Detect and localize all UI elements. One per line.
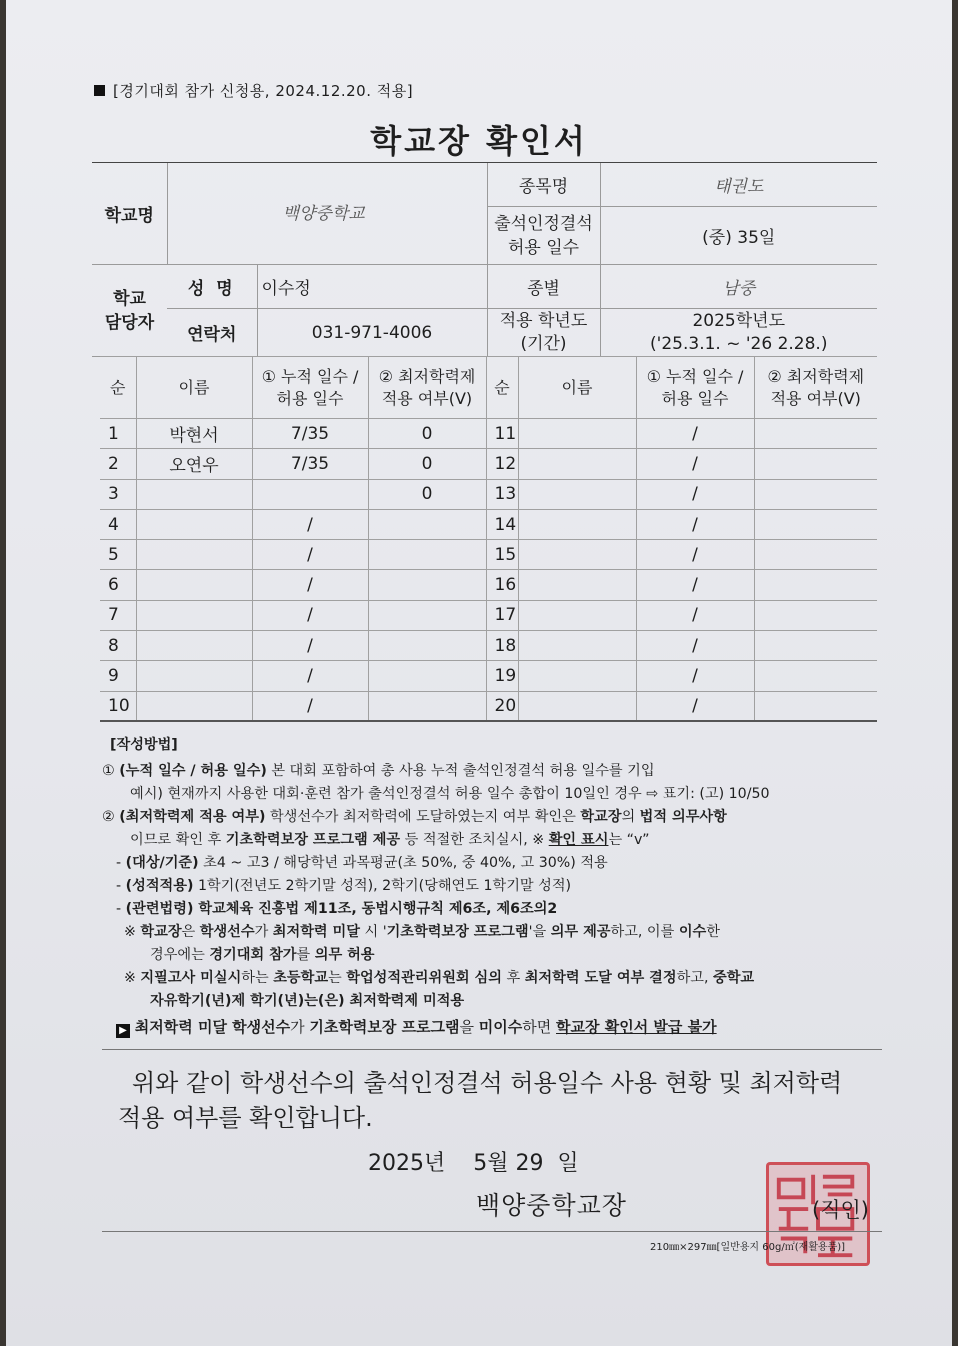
min-achievement-cell — [754, 570, 877, 600]
school-info-table — [92, 162, 877, 357]
cumulative-days-cell: / — [636, 631, 754, 661]
col-days-header: ① 누적 일수 / 허용 일수 — [252, 357, 368, 419]
student-name-cell — [136, 570, 252, 600]
name-label: 성 명 — [167, 265, 257, 309]
table-row — [100, 570, 877, 600]
student-name-cell — [518, 631, 636, 661]
student-name-cell — [518, 540, 636, 570]
min-achievement-cell: 0 — [368, 419, 486, 449]
student-name-cell: 박현서 — [136, 419, 252, 449]
row-number-cell: 19 — [486, 661, 518, 691]
student-table — [100, 356, 877, 722]
sport-label: 종목명 — [487, 163, 600, 207]
row-number-cell: 8 — [100, 631, 136, 661]
note-2-cont: 자유학기(년)제 학기(년)는(은) 최저학력제 미적용 — [150, 993, 465, 1009]
issue-date: 2025년 5월 29 일 — [368, 1151, 579, 1176]
min-achievement-cell — [368, 540, 486, 570]
student-table-header — [100, 357, 877, 419]
student-name-cell — [518, 449, 636, 479]
category-label: 종별 — [487, 265, 600, 309]
document-page — [6, 0, 952, 1346]
school-name-value: 백양중학교 — [167, 163, 487, 265]
instruction-2: ② (최저학력제 적용 여부) 학생선수가 최저학력에 도달하였는지 여부 확인은 학교장의 법적 의무사항 — [102, 809, 727, 825]
name-value: 이수정 — [257, 265, 487, 309]
table-row — [100, 661, 877, 691]
cumulative-days-cell: / — [252, 600, 368, 630]
footer-divider — [102, 1231, 882, 1232]
min-achievement-cell — [754, 631, 877, 661]
apply-year-value: 2025학년도 ('25.3.1. ~ '26 2.28.) — [600, 309, 877, 357]
row-number-cell: 16 — [486, 570, 518, 600]
row-number-cell: 2 — [100, 449, 136, 479]
row-number-cell: 10 — [100, 691, 136, 721]
row-number-cell: 3 — [100, 479, 136, 509]
table-row — [100, 419, 877, 449]
row-number-cell: 7 — [100, 600, 136, 630]
section-divider — [102, 1049, 882, 1050]
student-name-cell — [518, 509, 636, 539]
document-title: 학교장 확인서 — [370, 122, 588, 160]
row-number-cell: 13 — [486, 479, 518, 509]
category-value: 남중 — [600, 265, 877, 309]
cumulative-days-cell — [252, 479, 368, 509]
student-name-cell — [136, 540, 252, 570]
col-min2-header: ② 최저학력제 적용 여부(V) — [754, 357, 877, 419]
min-achievement-cell — [754, 540, 877, 570]
col-min-header: ② 최저학력제 적용 여부(V) — [368, 357, 486, 419]
square-bullet-icon — [94, 85, 105, 96]
instruction-1: ① (누적 일수 / 허용 일수) 본 대회 포함하여 총 사용 누적 출석인정결석 허용 일수를 기입 — [102, 763, 655, 779]
cumulative-days-cell: / — [252, 570, 368, 600]
student-name-cell — [136, 631, 252, 661]
instruction-1-example: 예시) 현재까지 사용한 대회·훈련 참가 출석인정결석 허용 일수 총합이 10일인 경우 ⇨ 표기: (고) 10/50 — [130, 786, 770, 802]
student-name-cell — [518, 661, 636, 691]
table-row — [100, 631, 877, 661]
cumulative-days-cell: / — [636, 600, 754, 630]
cumulative-days-cell: / — [252, 509, 368, 539]
row-number-cell: 15 — [486, 540, 518, 570]
boxed-arrow-icon: ▶ — [116, 1024, 130, 1038]
cumulative-days-cell: / — [636, 691, 754, 721]
col-no2-header: 순 — [486, 357, 518, 419]
min-achievement-cell — [754, 661, 877, 691]
cumulative-days-cell: / — [636, 661, 754, 691]
criteria-grades: - (성적적용) 1학기(전년도 2학기말 성적), 2학기(당해연도 1학기말 성적) — [116, 878, 572, 894]
contact-value: 031-971-4006 — [257, 309, 487, 357]
sport-value: 태권도 — [600, 163, 877, 207]
form-header-note: [경기대회 참가 신청용, 2024.12.20. 적용] — [94, 80, 413, 101]
cumulative-days-cell: / — [252, 540, 368, 570]
cumulative-days-cell: / — [636, 509, 754, 539]
note-1-cont: 경우에는 경기대회 참가를 의무 허용 — [150, 947, 375, 963]
row-number-cell: 18 — [486, 631, 518, 661]
note-1: ※ 학교장은 학생선수가 최저학력 미달 시 '기초학력보장 프로그램'을 의무 제공하고, 이를 이수한 — [124, 924, 720, 940]
final-warning: ▶ 최저학력 미달 학생선수가 기초학력보장 프로그램을 미이수하면 학교장 확인서 발급 불가 — [102, 1016, 882, 1039]
criteria-laws: - (관련법령) 학교체육 진흥법 제11조, 동법시행규칙 제6조, 제6조의2 — [116, 901, 558, 917]
cumulative-days-cell: / — [636, 570, 754, 600]
apply-year-label: 적용 학년도 (기간) — [487, 309, 600, 357]
row-number-cell: 12 — [486, 449, 518, 479]
school-name-label: 학교명 — [92, 163, 167, 265]
cumulative-days-cell: / — [252, 691, 368, 721]
cumulative-days-cell: 7/35 — [252, 449, 368, 479]
student-name-cell — [136, 479, 252, 509]
table-row — [100, 479, 877, 509]
table-row — [100, 600, 877, 630]
row-number-cell: 14 — [486, 509, 518, 539]
student-name-cell — [136, 600, 252, 630]
table-row — [100, 691, 877, 721]
row-number-cell: 6 — [100, 570, 136, 600]
min-achievement-cell — [754, 479, 877, 509]
row-number-cell: 17 — [486, 600, 518, 630]
cumulative-days-cell: 7/35 — [252, 419, 368, 449]
min-achievement-cell: 0 — [368, 449, 486, 479]
col-name-header: 이름 — [136, 357, 252, 419]
student-name-cell: 오연우 — [136, 449, 252, 479]
table-row — [100, 509, 877, 539]
cumulative-days-cell: / — [636, 540, 754, 570]
cumulative-days-cell: / — [636, 449, 754, 479]
min-achievement-cell — [368, 631, 486, 661]
writing-instructions — [102, 734, 882, 1039]
min-achievement-cell — [754, 691, 877, 721]
student-name-cell — [136, 509, 252, 539]
row-number-cell: 9 — [100, 661, 136, 691]
min-achievement-cell — [754, 419, 877, 449]
col-name2-header: 이름 — [518, 357, 636, 419]
table-row — [100, 449, 877, 479]
confirmation-statement: 위와 같이 학생선수의 출석인정결석 허용일수 사용 현황 및 최저학력 적용 여부를 확인합니다. — [118, 1069, 843, 1132]
contact-label: 연락처 — [167, 309, 257, 357]
instructions-heading: [작성방법] — [110, 737, 178, 753]
student-name-cell — [518, 691, 636, 721]
min-achievement-cell — [368, 600, 486, 630]
row-number-cell: 5 — [100, 540, 136, 570]
allowed-days-value: (중) 35일 — [600, 207, 877, 265]
row-number-cell: 11 — [486, 419, 518, 449]
cumulative-days-cell: / — [252, 661, 368, 691]
cumulative-days-cell: / — [252, 631, 368, 661]
min-achievement-cell — [368, 509, 486, 539]
row-number-cell: 4 — [100, 509, 136, 539]
table-row — [100, 540, 877, 570]
criteria-target: - (대상/기준) 초4 ~ 고3 / 해당학년 과목평균(초 50%, 중 40%, 고 30%) 적용 — [116, 855, 608, 871]
min-achievement-cell — [368, 570, 486, 600]
cumulative-days-cell: / — [636, 419, 754, 449]
student-name-cell — [518, 479, 636, 509]
student-table-body — [100, 419, 877, 722]
instruction-2-cont: 이므로 확인 후 기초학력보장 프로그램 제공 등 적절한 조치실시, ※ 확인 표시는 “v” — [130, 832, 650, 848]
paper-size-note: 210㎜×297㎜[일반용지 60g/㎡(재활용품)] — [650, 1242, 846, 1253]
min-achievement-cell — [754, 509, 877, 539]
principal-title: 백양중학교장 — [476, 1191, 627, 1220]
col-days2-header: ① 누적 일수 / 허용 일수 — [636, 357, 754, 419]
min-achievement-cell — [368, 691, 486, 721]
seal-mark-label: (직인) — [812, 1198, 869, 1222]
min-achievement-cell: 0 — [368, 479, 486, 509]
student-name-cell — [518, 600, 636, 630]
row-number-cell: 20 — [486, 691, 518, 721]
min-achievement-cell — [754, 600, 877, 630]
student-name-cell — [136, 691, 252, 721]
cumulative-days-cell: / — [636, 479, 754, 509]
student-name-cell — [518, 419, 636, 449]
min-achievement-cell — [754, 449, 877, 479]
student-name-cell — [136, 661, 252, 691]
note-2: ※ 지필고사 미실시하는 초등학교는 학업성적관리위원회 심의 후 최저학력 도달 여부 결정하고, 중학교 — [124, 970, 755, 986]
min-achievement-cell — [368, 661, 486, 691]
student-name-cell — [518, 570, 636, 600]
row-number-cell: 1 — [100, 419, 136, 449]
allowed-days-label: 출석인정결석 허용 일수 — [487, 207, 600, 265]
col-no-header: 순 — [100, 357, 136, 419]
school-manager-label: 학교 담당자 — [92, 265, 167, 357]
